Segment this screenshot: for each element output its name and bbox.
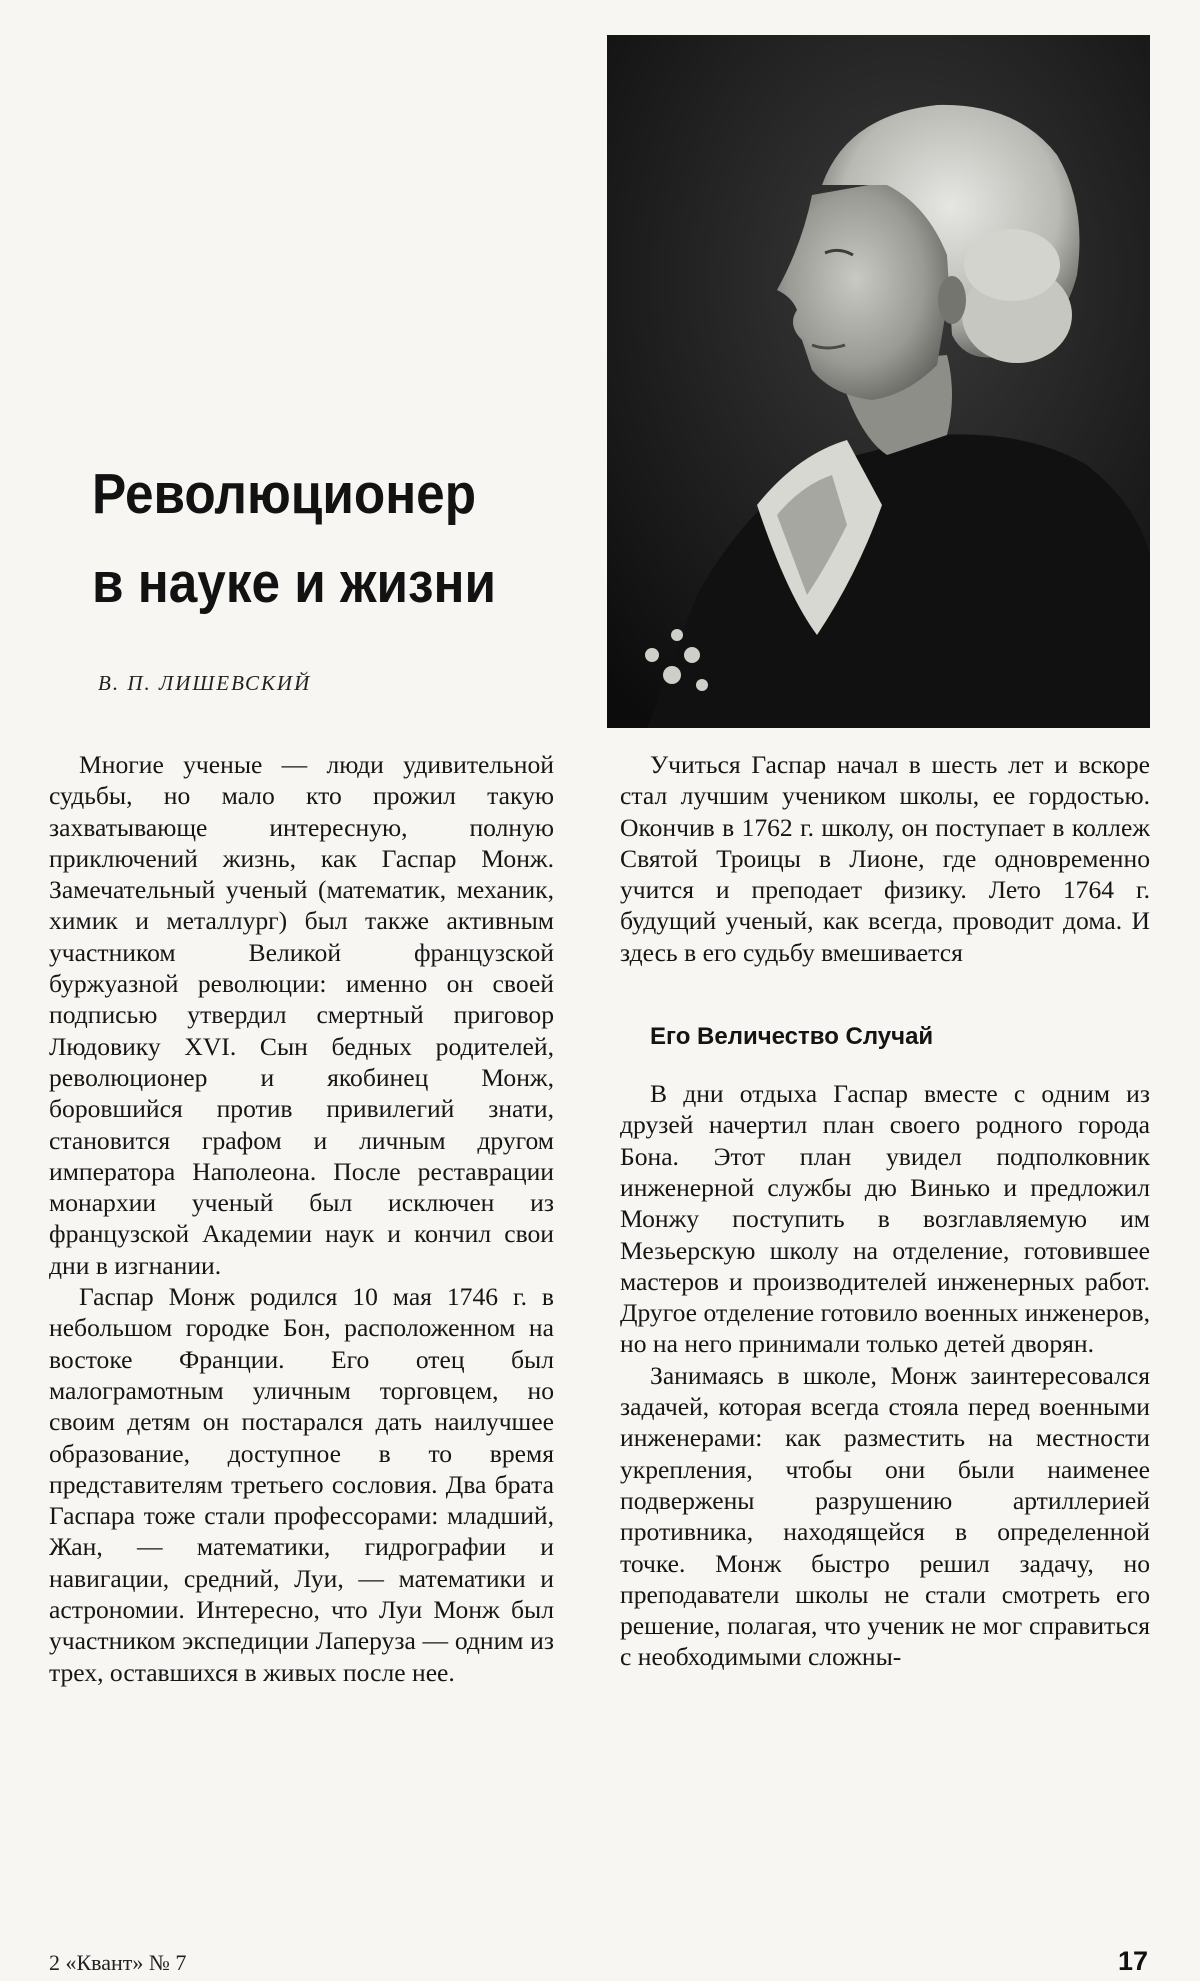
paragraph: Гаспар Монж родился 10 мая 1746 г. в небольшом городке Бон, расположенном на востоке Франции. Его отец был малограмотным уличным торговцем, но своим детям он постарался дать наилучшее образование, доступное в то время представителям третьего сословия. Два брата Гаспара тоже стали профессорами: младший, Жан, — математики, гидрографии и навигации, средний, Луи, — математики и астрономии. Интересно, что Луи Монж был участником экспедиции Лаперуза — одним из трех, оставшихся в живых после нее. — [49, 1282, 554, 1687]
left-column — [49, 749, 554, 1688]
printer-signature: 2 «Квант» № 7 — [49, 1950, 187, 1975]
author-byline: В. П. ЛИШЕВСКИЙ — [98, 671, 312, 695]
portrait-image — [607, 35, 1150, 728]
right-column — [620, 749, 1150, 1673]
paragraph: Занимаясь в школе, Монж заинтересовался задачей, которая всегда стояла перед военными инженерами: как разместить на местности укрепления, чтобы они были наименее подвержены разрушению артиллерией противника, находящейся в определенной точке. Монж быстро решил задачу, но преподаватели школы не стали смотреть его решение, полагая, что ученик не мог справиться с необходимыми сложны- — [620, 1360, 1150, 1672]
paragraph: Многие ученые — люди удивительной судьбы, но мало кто прожил такую захватывающе интересную, полную приключений жизнь, как Гаспар Монж. Замечательный ученый (математик, механик, химик и металлург) был также активным участником Великой французской буржуазной революции: именно он своей подписью утвердил смертный приговор Людовику XVI. Сын бедных родителей, революционер и якобинец Монж, боровшийся против привилегий знати, становится графом и личным другом императора Наполеона. После реставрации монархии ученый был исключен из французской Академии наук и кончил свои дни в изгнании. — [49, 750, 554, 1280]
paragraph: В дни отдыха Гаспар вместе с одним из друзей начертил план своего родного города Бона. Этот план увидел подполковник инженерной службы дю Винько и предложил Монжу поступить в возглавляемую им Мезьерскую школу на отделение, готовившее мастеров и производителей инженерных работ. Другое отделение готовило военных инженеров, но на него принимали только детей дворян. — [620, 1079, 1150, 1359]
title-line-1: Революционер — [92, 462, 477, 526]
page-number: 17 — [1117, 1946, 1148, 1976]
title-line-2: в науке и жизни — [92, 551, 497, 615]
paragraph: Учиться Гаспар начал в шесть лет и вскоре стал лучшим учеником школы, ее гордостью. Окончив в 1762 г. школу, он поступает в коллеж Святой Троицы в Лионе, где одновременно учится и преподает физику. Лето 1764 г. будущий ученый, как всегда, проводит дома. И здесь в его судьбу вмешивается — [620, 750, 1150, 967]
article-title — [92, 450, 542, 628]
section-heading: Его Величество Случай — [650, 1023, 934, 1051]
